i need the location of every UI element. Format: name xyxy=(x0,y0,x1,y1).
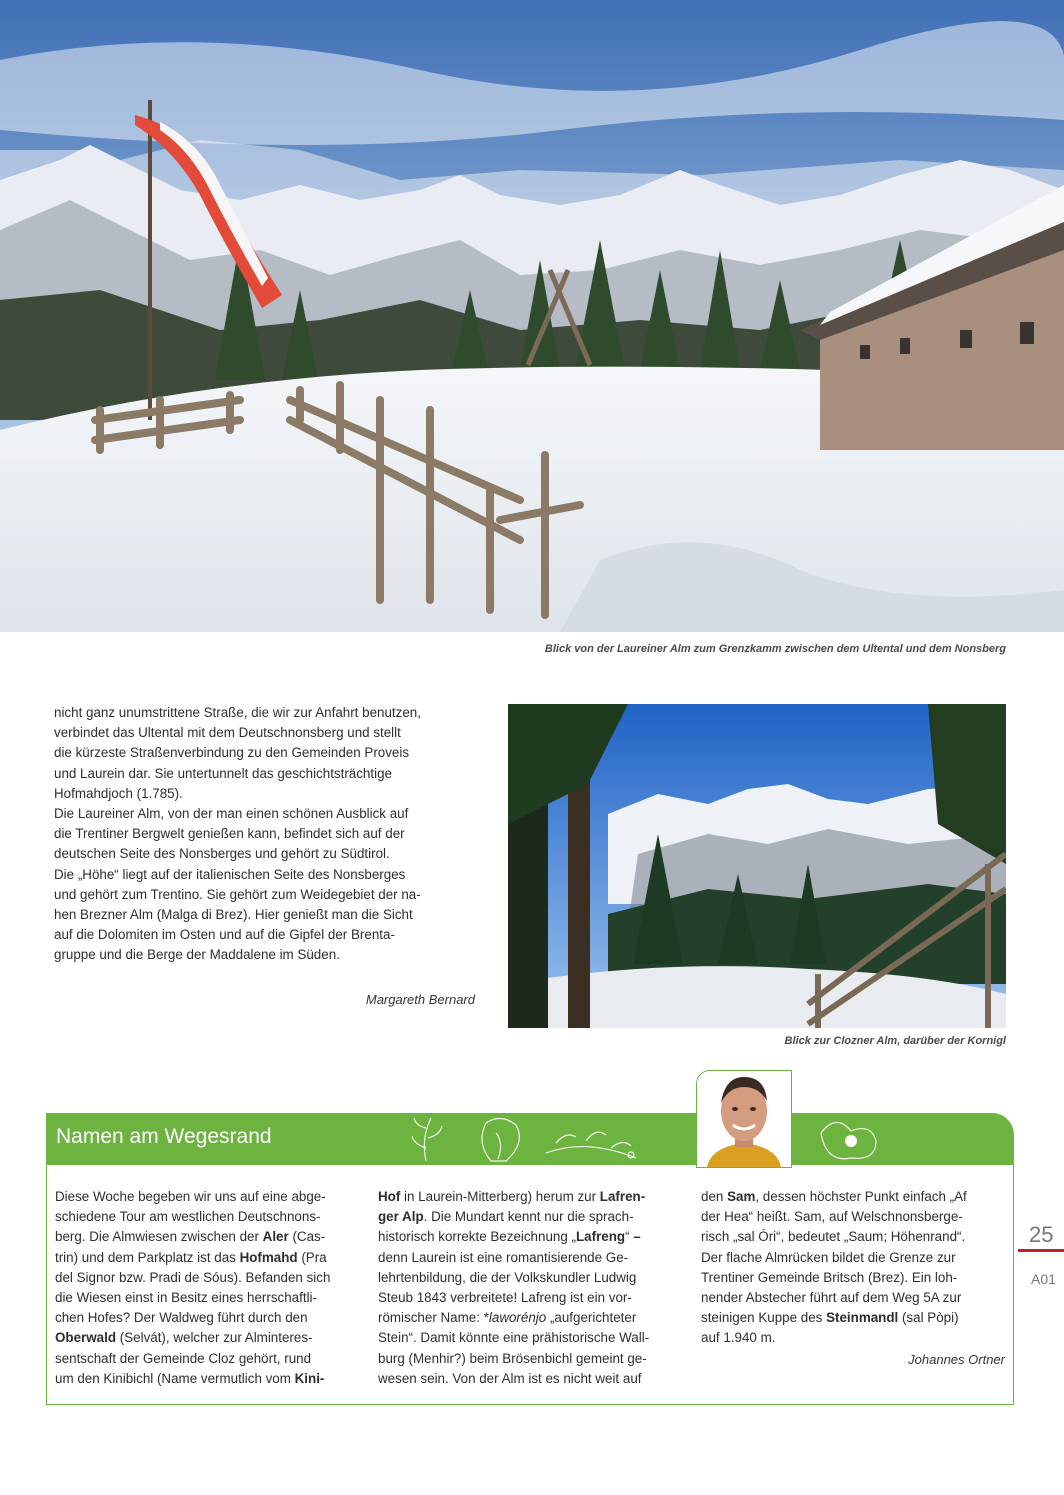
col2-line: wesen sein. Von der Alm ist es nicht weit auf xyxy=(378,1370,642,1386)
col2-line: römischer Name: *laworénjo „aufgerichteter xyxy=(378,1310,637,1326)
page-number: 25 xyxy=(1029,1222,1054,1247)
col2-line: Hof in Laurein-Mitterberg) herum zur Lafren- xyxy=(378,1189,646,1204)
info-column-2 xyxy=(378,1187,678,1389)
col1-line: die Wiesen einst in Besitz eines herrschaftli- xyxy=(55,1290,317,1306)
col1-line: Diese Woche begeben wir uns auf eine abge- xyxy=(55,1189,326,1204)
page-divider xyxy=(1018,1249,1064,1252)
article-line: nicht ganz unumstrittene Straße, die wir zur Anfahrt benutzen, xyxy=(54,705,421,720)
col3-line: Trentiner Gemeinde Britsch (Brez). Ein loh- xyxy=(701,1269,958,1285)
article-line: Die Laureiner Alm, von der man einen schönen Ausblick auf xyxy=(54,806,409,822)
col1-line: Oberwald (Selvát), welcher zur Alminteres- xyxy=(55,1330,313,1346)
article-line: deutschen Seite des Nonsberges und gehört zu Südtirol. xyxy=(54,846,390,862)
col2-line: Stein“. Damit könnte eine prähistorische Wall- xyxy=(378,1330,650,1346)
col1-line: berg. Die Almwiesen zwischen der Aler (Cas- xyxy=(55,1229,326,1245)
col1-line: trin) und dem Parkplatz ist das Hofmahd (Pra xyxy=(55,1249,327,1265)
article-line: verbindet das Ultental mit dem Deutschnonsberg und stellt xyxy=(54,725,401,741)
col3-line: den Sam, dessen höchster Punkt einfach „Af xyxy=(701,1189,967,1204)
article-line: die Trentiner Bergwelt genießen kann, befindet sich auf der xyxy=(54,826,405,842)
article-author: Margareth Bernard xyxy=(365,992,475,1007)
col1-line: chen Hofes? Der Waldweg führt durch den xyxy=(55,1310,308,1326)
col2-line: ger Alp. Die Mundart kennt nur die sprach- xyxy=(378,1209,634,1225)
col3-line: risch „sal Óri“, bedeutet „Saum; Höhenrand“. xyxy=(701,1229,966,1245)
article-line: Die „Höhe“ liegt auf der italienischen Seite des Nonsberges xyxy=(54,866,406,882)
info-box-author: Johannes Ortner xyxy=(908,1352,1005,1367)
col2-line: burg (Menhir?) beim Brösenbichl gemeint ge- xyxy=(378,1350,647,1366)
hero-caption: Blick von der Laureiner Alm zum Grenzkamm zwischen dem Ultental und dem Nonsberg xyxy=(544,643,1006,655)
col1-line: del Signor bzw. Pradi de Sóus). Befanden sich xyxy=(55,1269,331,1285)
col2-line: historisch korrekte Bezeichnung „Lafreng“ – xyxy=(378,1229,641,1245)
article-line: und gehört zum Trentino. Sie gehört zum Weidegebiet der na- xyxy=(54,886,421,902)
article-line: hen Brezner Alm (Malga di Brez). Hier genießt man die Sicht xyxy=(54,907,413,923)
info-box-title: Namen am Wegesrand xyxy=(56,1125,272,1148)
col3-line: der Hea“ heißt. Sam, auf Welschnonsberge- xyxy=(701,1209,963,1225)
floral-decoration-icon xyxy=(46,1113,1014,1165)
info-column-1 xyxy=(55,1187,355,1389)
author-portrait xyxy=(696,1070,792,1168)
col1-line: um den Kinibichl (Name vermutlich vom Kini- xyxy=(55,1370,325,1386)
col3-line: steinigen Kuppe des Steinmandl (sal Pòpi) xyxy=(701,1310,959,1326)
col1-line: sentschaft der Gemeinde Cloz gehört, rund xyxy=(55,1350,312,1366)
info-column-3 xyxy=(701,1187,1001,1349)
article-line: auf die Dolomiten im Osten und auf die Gipfel der Brenta- xyxy=(54,927,395,943)
article-line: die kürzeste Straßenverbindung zu den Gemeinden Proveis xyxy=(54,745,410,761)
article-line: Hofmahdjoch (1.785). xyxy=(54,785,183,801)
article-text xyxy=(54,703,476,966)
hero-photo xyxy=(0,0,1064,632)
col3-line: auf 1.940 m. xyxy=(701,1330,776,1346)
col2-line: denn Laurein ist eine romantisierende Ge- xyxy=(378,1249,629,1265)
col2-line: Steub 1843 verbreitete! Lafreng ist ein vor- xyxy=(378,1290,632,1306)
article-line: und Laurein dar. Sie untertunnelt das geschichtsträchtige xyxy=(54,765,392,781)
article-line: gruppe und die Berge der Maddalene im Süden. xyxy=(54,947,340,963)
col2-line: lehrtenbildung, die der Volkskundler Ludwig xyxy=(378,1269,637,1285)
col3-line: Der flache Almrücken bildet die Grenze zur xyxy=(701,1249,956,1265)
second-photo xyxy=(508,704,1006,1028)
info-box-header xyxy=(46,1113,1014,1165)
col3-line: nender Abstecher führt auf dem Weg 5A zur xyxy=(701,1290,962,1306)
info-box-body xyxy=(46,1165,1014,1405)
page-code: A01 xyxy=(1031,1271,1056,1287)
col1-line: schiedene Tour am westlichen Deutschnons- xyxy=(55,1209,321,1225)
second-caption: Blick zur Clozner Alm, darüber der Kornigl xyxy=(784,1035,1006,1047)
